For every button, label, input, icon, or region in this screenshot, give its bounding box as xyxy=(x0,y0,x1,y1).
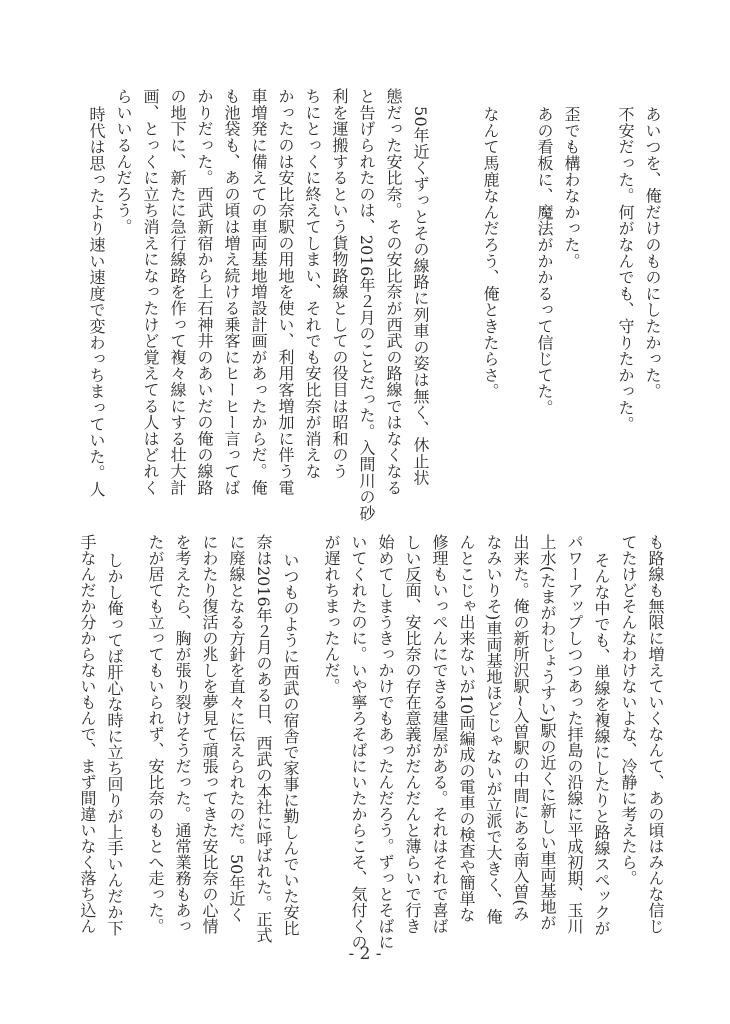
text-line: 不安だった。何がなんでも、守りたかった。 xyxy=(616,106,635,432)
text-line: 時代は思ったより速い速度で変わっちまっていた。人 xyxy=(87,106,106,498)
text-line: の地下に、新たに急行線路を作って複々線にする壮大計 xyxy=(168,88,187,496)
text-line: 始めてしまうきっかけでもあったんだろう。ずっとそばに xyxy=(376,534,395,950)
text-line: あいつを、俺だけのものにしたかった。 xyxy=(643,106,662,400)
text-line: にわたり復活の兆しを夢見て頑張ってきた安比奈の心情 xyxy=(200,534,219,934)
text-line: も路線も無限に増えていくなんて、あの頃はみんな信じ xyxy=(646,534,665,934)
paragraph-gap xyxy=(504,88,531,508)
text-line: ちにとっくに終えてしまい、それでも安比奈が消えな xyxy=(303,88,322,480)
text-line: 手なんだか分からないもんで、まず間違いなく落ち込ん xyxy=(78,534,97,934)
page-number: - 2 - xyxy=(348,944,382,964)
text-line: も池袋も、あの頃は増え続ける乗客にヒーヒー言ってば xyxy=(222,88,241,496)
paragraph-gap xyxy=(304,534,318,934)
text-line: んとこじゃ出来ないが10両編成の電車の検査や簡単な xyxy=(457,534,476,923)
text-line: 上水(たまがわじょうすい)駅の近くに新しい車両基地が xyxy=(538,534,557,931)
text-line: と告げられたのは、2016年２月のことだった。入間川の砂 xyxy=(357,88,376,522)
text-block-upper xyxy=(83,88,666,522)
text-line: いてくれたのに。いや寧ろそばにいたからこそ、気付くの xyxy=(349,534,368,950)
text-line: 利を運搬するという貨物路線としての役目は昭和のう xyxy=(330,88,349,480)
text-line: そんな中でも、単線を複線にしたりと路線スペックが xyxy=(592,552,611,936)
text-line: しい反面、安比奈の存在意義がだんだんと薄らいで行き xyxy=(403,534,422,934)
text-line: パワーアップしつつあった拝島の沿線に平成初期、玉川 xyxy=(565,534,584,934)
text-line: なみいりそ)車両基地ほどじゃないが立派で大きく、俺 xyxy=(484,534,503,925)
text-line: かったのは安比奈駅の用地を使い、利用客増加に伴う電 xyxy=(276,88,295,496)
text-line: てたけどそんなわけないよな、冷静に考えたら。 xyxy=(619,534,638,886)
text-line: たが居ても立ってもいられず、安比奈のもとへ走った。 xyxy=(146,534,165,934)
text-line: 歪でも構わなかった。 xyxy=(562,106,581,269)
text-line: らいいるんだろう。 xyxy=(114,88,133,235)
text-line: を考えたら、胸が張り裂けそうだった。通常業務もあっ xyxy=(173,534,192,934)
text-block-lower xyxy=(74,534,669,950)
text-line: 修理もいっぺんにできる建屋がある。それはそれで喜ば xyxy=(430,534,449,934)
text-line: なんて馬鹿なんだろう、俺ときたらさ。 xyxy=(481,106,500,400)
text-line: 50年近くずっとその線路に列車の姿は無く、休止状 xyxy=(411,106,430,486)
text-line: いつものように西武の宿舎で家事に勤しんでいた安比 xyxy=(281,552,300,936)
paragraph-gap xyxy=(434,88,477,508)
paragraph-gap xyxy=(585,88,612,508)
text-line: 車増発に備えての車両基地増設計画があったからだ。俺 xyxy=(249,88,268,496)
text-line: に廃線となる方針を直々に伝えられたのだ。50年近く xyxy=(227,534,246,923)
text-line: 出来た。俺の新所沢駅~入曽駅の中間にある南入曽(み xyxy=(511,534,530,922)
text-line: 奈は2016年２月のある日、西武の本社に呼ばれた。正式 xyxy=(254,534,273,943)
text-line: が遅れちまったんだ。 xyxy=(322,534,341,694)
text-line: しかし俺ってば肝心な時に立ち回りが上手いんだか下 xyxy=(105,552,124,936)
text-line: 態だった安比奈。その安比奈が西武の路線ではなくなる xyxy=(384,88,403,496)
text-line: 画、とっくに立ち消えになったけど覚えてる人はどれく xyxy=(141,88,160,496)
text-line: あの看板に、魔法がかかるって信じてた。 xyxy=(535,106,554,416)
text-line: かりだった。西武新宿から上石神井のあいだの俺の線路 xyxy=(195,88,214,496)
paragraph-gap xyxy=(128,534,142,934)
